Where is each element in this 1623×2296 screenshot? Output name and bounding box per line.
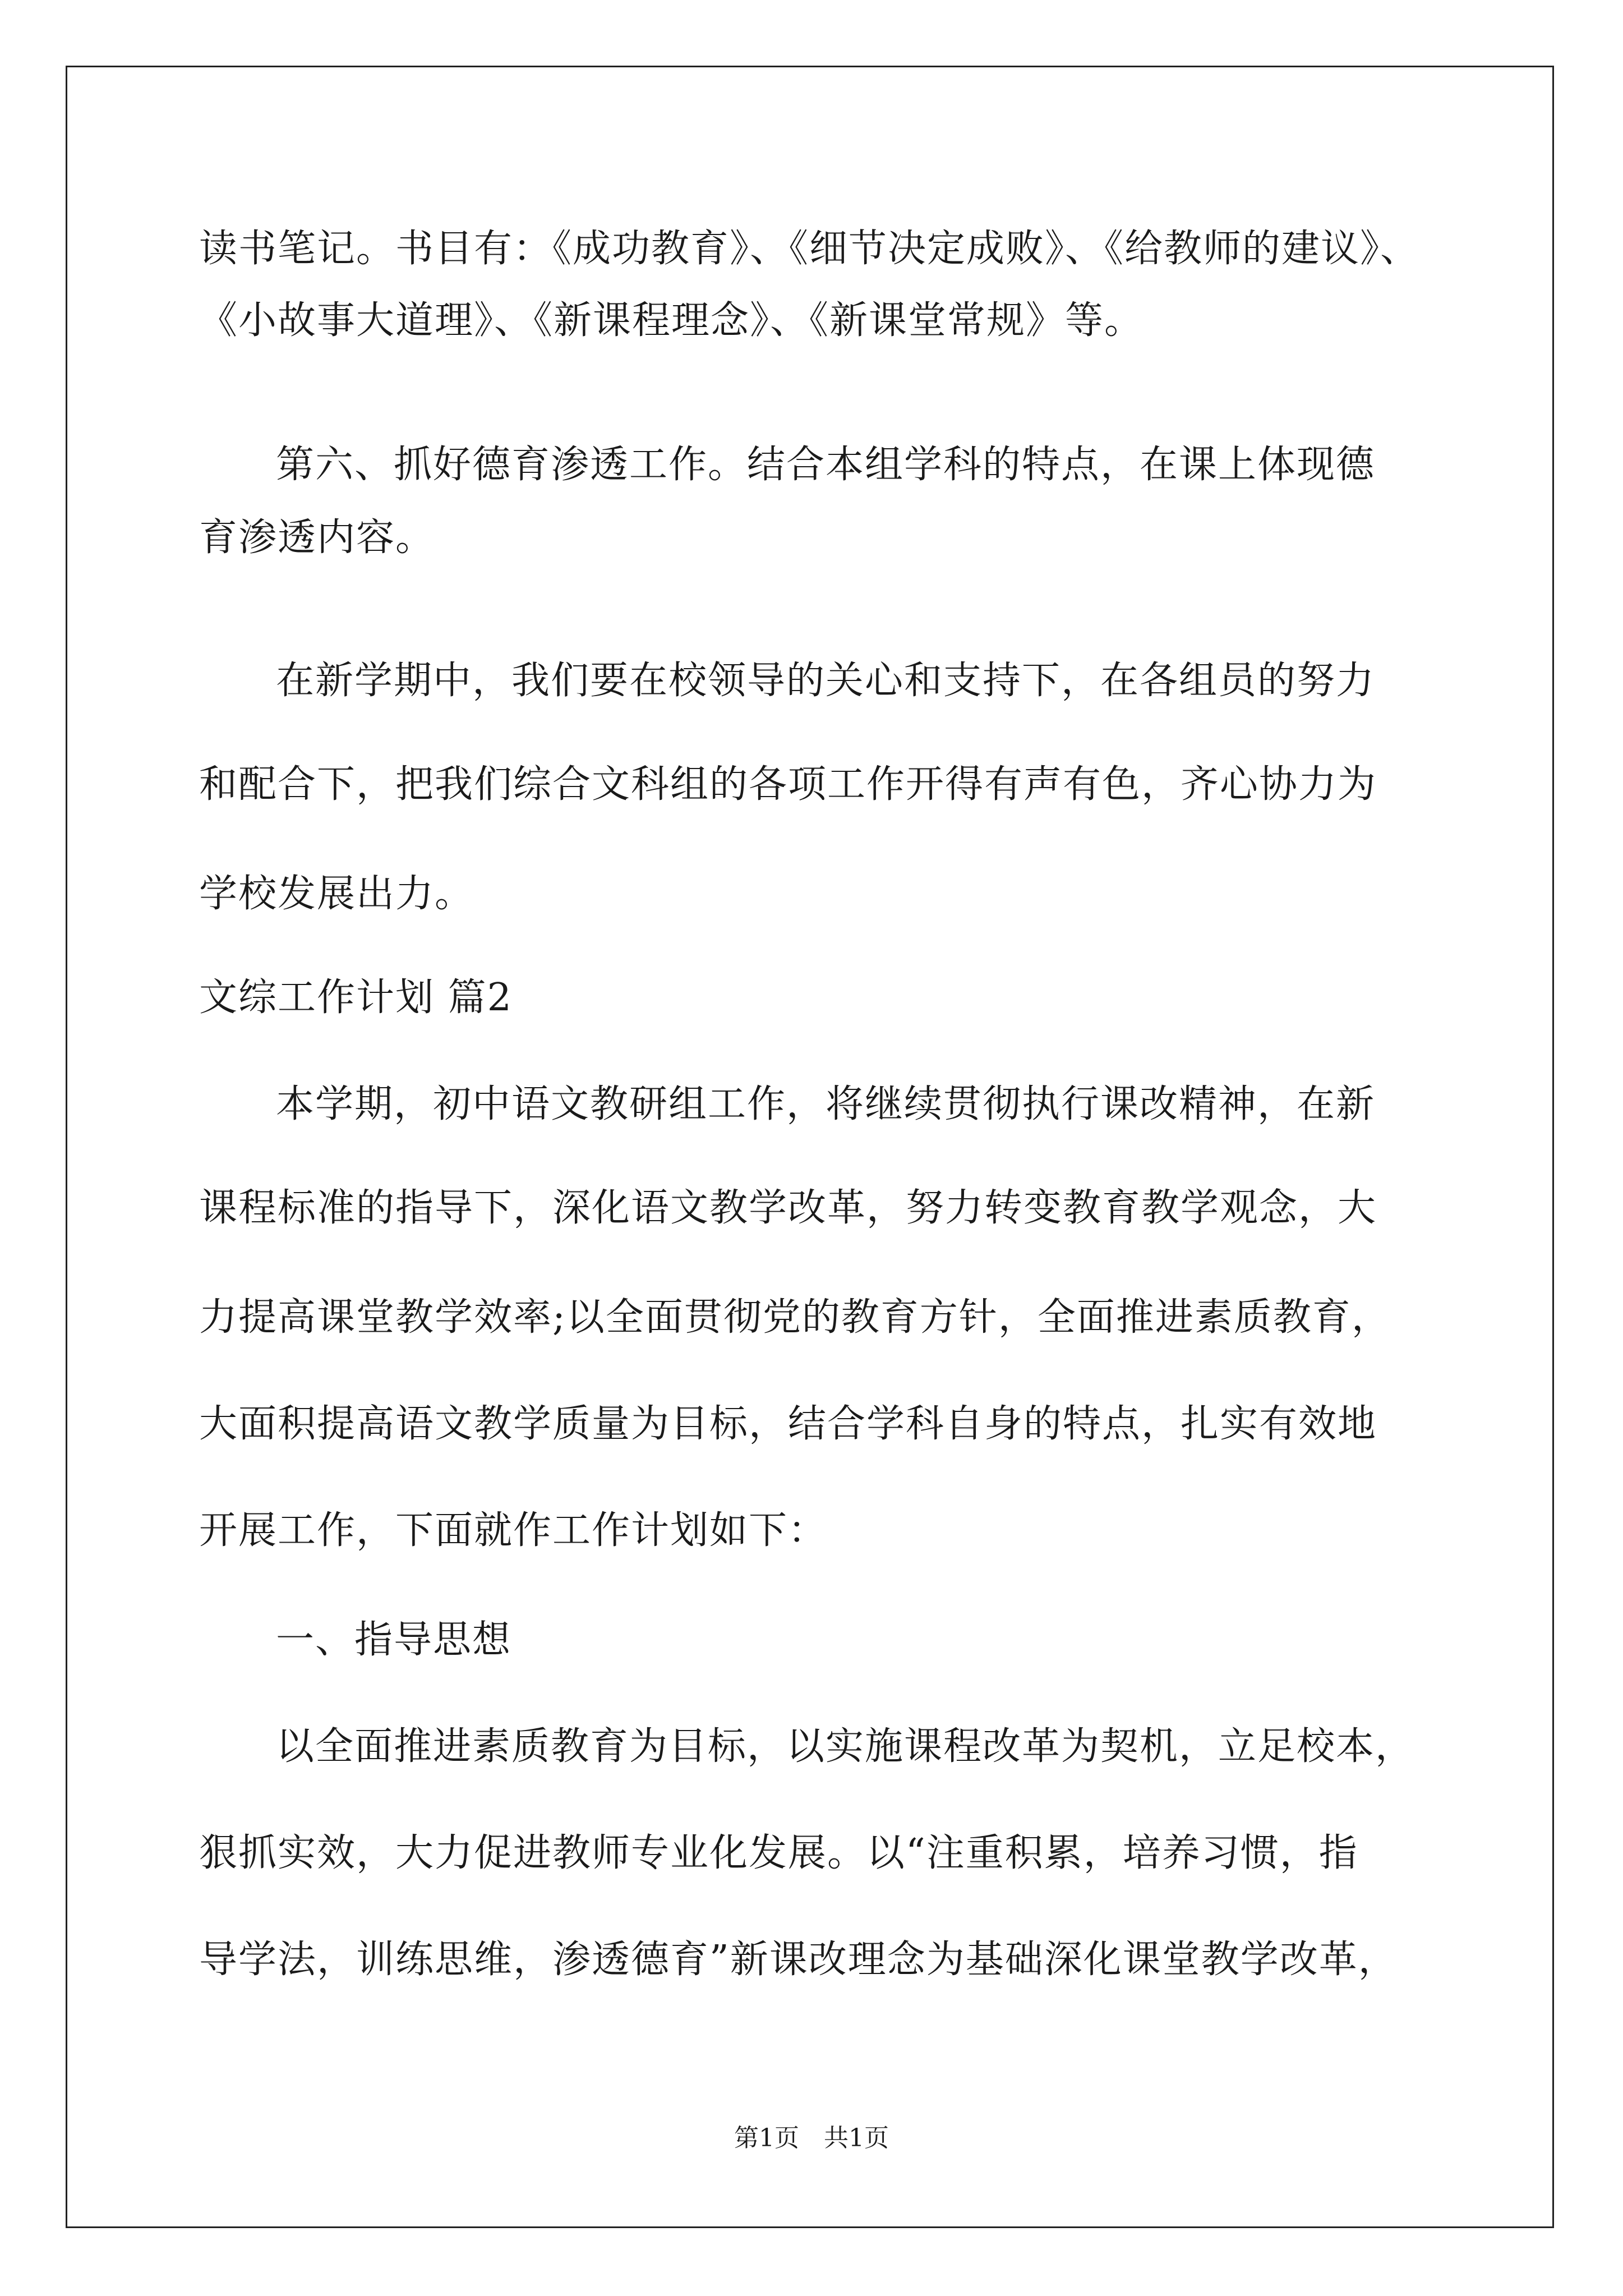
section-heading: 文综工作计划 篇2 bbox=[199, 976, 513, 1020]
text-line: 课程标准的指导下，深化语文教学改革，努力转变教育教学观念，大 bbox=[199, 1186, 1377, 1230]
text-line: 第六、抓好德育渗透工作。结合本组学科的特点，在课上体现德 bbox=[276, 443, 1376, 487]
text-line: 本学期，初中语文教研组工作，将继续贯彻执行课改精神，在新 bbox=[276, 1082, 1376, 1126]
page-footer: 第1页 共1页 bbox=[734, 2124, 889, 2152]
text-line: 《小故事大道理》、《新课程理念》、《新课堂常规》等。 bbox=[199, 298, 1144, 343]
text-line: 和配合下，把我们综合文科组的各项工作开得有声有色，齐心协力为 bbox=[199, 762, 1377, 807]
text-line: 狠抓实效，大力促进教师专业化发展。以“注重积累，培养习惯，指 bbox=[199, 1831, 1358, 1875]
text-line: 在新学期中，我们要在校领导的关心和支持下，在各组员的努力 bbox=[276, 659, 1376, 703]
text-line: 大面积提高语文教学质量为目标，结合学科自身的特点，扎实有效地 bbox=[199, 1402, 1377, 1446]
text-line: 导学法，训练思维，渗透德育”新课改理念为基础深化课堂教学改革， bbox=[199, 1938, 1398, 1982]
page-border bbox=[66, 66, 1554, 2228]
text-line: 力提高课堂教学效率;以全面贯彻党的教育方针，全面推进素质教育， bbox=[199, 1295, 1391, 1340]
text-line: 读书笔记。书目有：《成功教育》、《细节决定成败》、《给教师的建议》、 bbox=[199, 227, 1420, 271]
text-line: 学校发展出力。 bbox=[199, 872, 474, 916]
text-line: 开展工作，下面就作工作计划如下： bbox=[199, 1508, 828, 1553]
text-line: 以全面推进素质教育为目标，以实施课程改革为契机，立足校本， bbox=[276, 1724, 1415, 1769]
subheading: 一、指导思想 bbox=[276, 1618, 512, 1662]
text-line: 育渗透内容。 bbox=[199, 516, 435, 560]
